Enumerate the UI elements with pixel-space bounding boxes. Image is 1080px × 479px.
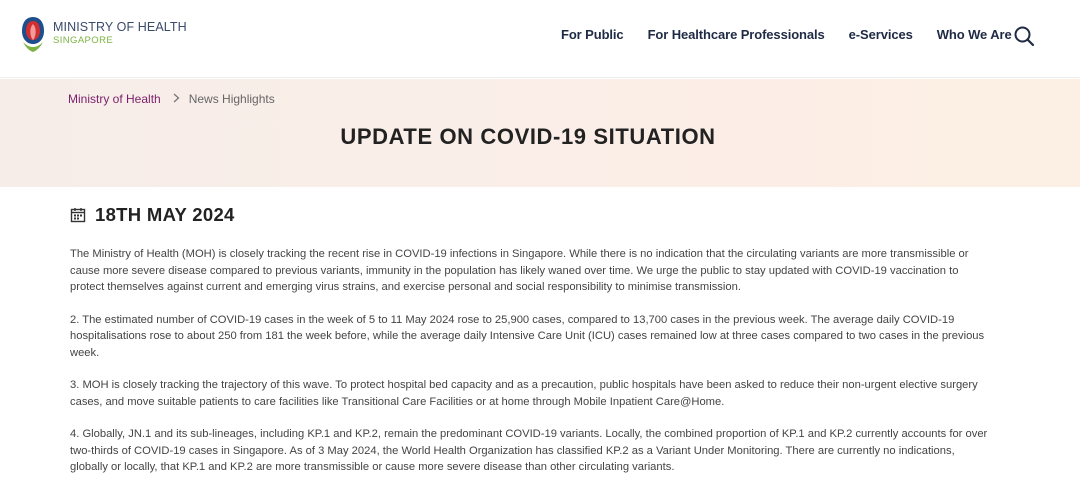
article-content	[70, 204, 990, 479]
article-paragraph-4: 4. Globally, JN.1 and its sub-lineages, including KP.1 and KP.2, remain the predominant COVID-19 variants. Locally, the combined proportion of KP.1 and KP.2 currently accounts for over two-thirds of COVID-19 cases in Singapore. As of 3 May 2024, the World Health Organization has classified KP.2 as a Variant Under Monitoring. There are currently no indications, globally or locally, that KP.1 and KP.2 are more transmissible or cause more severe disease than other circulating variants.	[70, 428, 988, 473]
article-paragraph-2: 2. The estimated number of COVID-19 cases in the week of 5 to 11 May 2024 rose to 25,900 cases, compared to 13,700 cases in the previous week. The average daily COVID-19 hospitalisations rose to about 250 from 181 the week before, while the average daily Intensive Care Unit (ICU) cases remained low at three cases compared to two cases in the previous week.	[70, 313, 985, 359]
moh-logo[interactable]	[20, 14, 187, 54]
chevron-right-icon	[173, 91, 180, 106]
calendar-icon	[70, 207, 86, 223]
nav-for-healthcare-professionals[interactable]: For Healthcare Professionals	[647, 27, 825, 42]
article-date	[70, 204, 990, 226]
site-header	[0, 0, 1080, 78]
logo-title: MINISTRY OF HEALTH	[53, 20, 187, 34]
breadcrumb-home-link[interactable]: Ministry of Health	[68, 91, 161, 106]
logo-subtitle: SINGAPORE	[53, 35, 114, 46]
main-nav	[561, 27, 1036, 42]
nav-e-services[interactable]: e-Services	[848, 27, 913, 42]
article-paragraph-intro: The Ministry of Health (MOH) is closely tracking the recent rise in COVID-19 infections in Singapore. While there is no indication that the circulating variants are more transmissible or cause more severe disease compared to previous variants, immunity in the population has likely waned over time. We urge the public to stay updated with COVID-19 vaccination to protect themselves against current and emerging virus strains, and exercise personal and social responsibility to minimise transmission.	[70, 248, 969, 293]
article-paragraph-3: 3. MOH is closely tracking the trajectory of this wave. To protect hospital bed capacity and as a precaution, public hospitals have been asked to reduce their non-urgent elective surgery cases, and move suitable patients to care facilities like Transitional Care Facilities or at home through Mobile Inpatient Care@Home.	[70, 379, 978, 408]
search-icon[interactable]	[1013, 25, 1035, 47]
page-title: UPDATE ON COVID-19 SITUATION	[340, 124, 716, 149]
date-text: 18TH MAY 2024	[95, 204, 235, 225]
page-hero	[0, 79, 1080, 187]
logo-text	[53, 21, 187, 47]
breadcrumb-current: News Highlights	[188, 91, 275, 106]
nav-who-we-are[interactable]: Who We Are	[936, 27, 1012, 42]
breadcrumb	[68, 91, 275, 106]
moh-logo-icon	[20, 14, 46, 54]
nav-for-public[interactable]: For Public	[561, 27, 624, 42]
